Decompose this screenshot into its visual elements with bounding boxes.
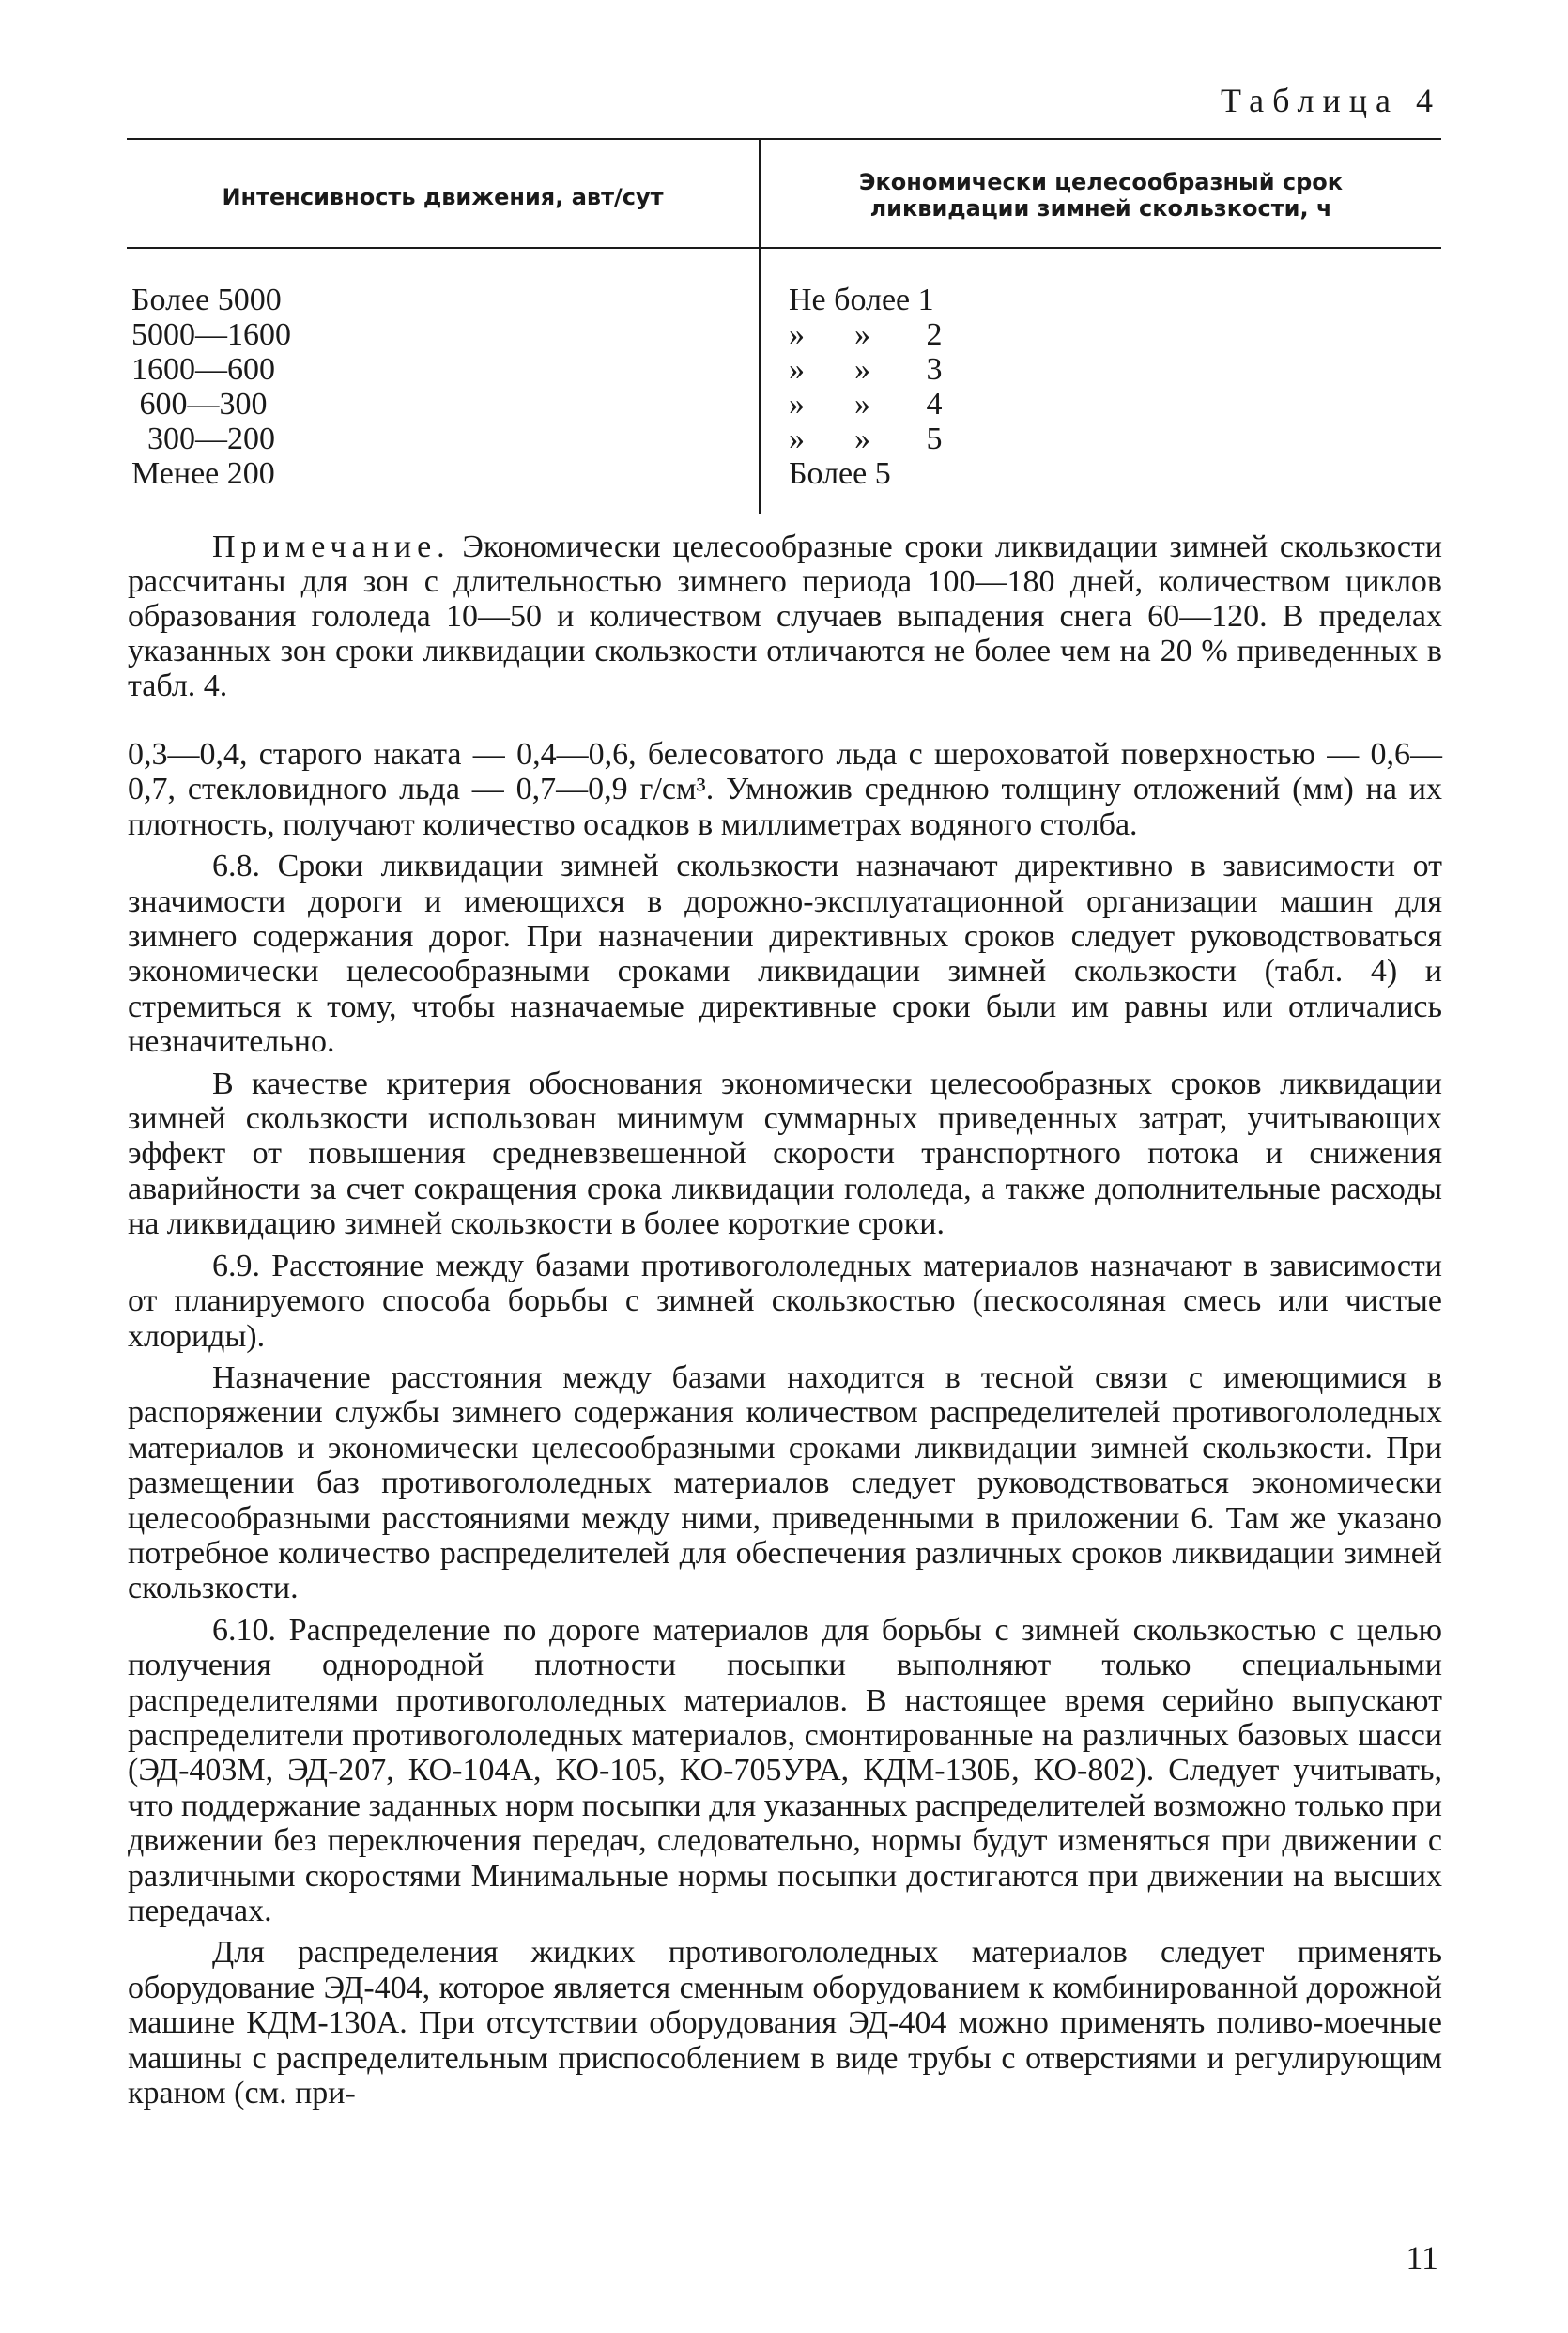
table-row-intensity: Более 5000 <box>131 283 282 317</box>
table-row-term <box>789 283 1258 317</box>
header-intensity: Интенсивность движения, авт/сут <box>222 184 664 210</box>
paragraph: 6.9. Расстояние между базами противогололедных материалов назначают в зависимости от планируемого способа борьбы с зимней скользкостью (пескосоляная смесь или чистые хлориды). <box>128 1248 1442 1354</box>
paragraph: Назначение расстояния между базами находится в тесной связи с имеющимися в распоряжении службы зимнего содержания количеством распределителей противогололедных материалов и экономически целесообразными сроками ликвидации зимней скользкости. При размещении баз противогололедных материалов следует руководствоваться экономически целесообразными расстояниями между ними, приведенными в приложении 6. Там же указано потребное количество распределителей для обеспечения различных сроков ликвидации зимней скользкости. <box>128 1359 1442 1606</box>
table-row-intensity: 600—300 <box>131 387 268 422</box>
table-row-intensity: 300—200 <box>131 422 275 456</box>
paragraph: 0,3—0,4, старого наката — 0,4—0,6, белесоватого льда с шероховатой поверхностью — 0,6—0,7, стекловидного льда — 0,7—0,9 г/см³. Умножив среднюю толщину отложений (мм) на их плотность, получают количество осадков в миллиметрах водяного столба. <box>128 737 1442 842</box>
header-term <box>761 169 1441 222</box>
ditto-mark: » <box>789 422 805 456</box>
table-row-term <box>789 456 1258 491</box>
term-value: 1 <box>917 283 934 317</box>
table-note <box>128 530 1442 703</box>
paragraph: Для распределения жидких противогололедных материалов следует применять оборудование ЭД-404, которое является сменным оборудованием к комбинированной дорожной машине КДМ-130А. При отсутствии оборудования ЭД-404 можно применять поливо-моечные машины с распределительным приспособлением в виде трубы с отверстиями и регулирующим краном (см. при- <box>128 1935 1442 2111</box>
table-row-intensity: 1600—600 <box>131 352 275 387</box>
page-number: 11 <box>1406 2239 1438 2277</box>
term-value: 5 <box>926 422 943 456</box>
table-caption: Таблица 4 <box>1221 82 1441 119</box>
term-value: 5 <box>874 456 891 491</box>
table-row-term <box>789 352 1258 387</box>
ditto-mark: » <box>854 387 870 422</box>
body-text <box>128 737 1442 2117</box>
ditto-mark: » <box>854 422 870 456</box>
paragraph: В качестве критерия обоснования экономически целесообразных сроков ликвидации зимней скользкости использован минимум суммарных приведенных затрат, учитывающих эффект от повышения средневзвешенной скорости транспортного потока и снижения аварийности за счет сокращения срока ликвидации гололеда, а также дополнительные расходы на ликвидацию зимней скользкости в более короткие сроки. <box>128 1066 1442 1242</box>
note-label: Примечание. <box>212 530 451 564</box>
ditto-mark: » <box>789 317 805 352</box>
table-row-term <box>789 422 1258 456</box>
term-value: 2 <box>926 317 943 352</box>
paragraph: 6.10. Распределение по дороге материалов для борьбы с зимней скользкостью с целью получения однородной плотности посыпки выполняют только специальными распределителями противогололедных материалов. В настоящее время серийно выпускают распределители противогололедных материалов, смонтированные на различных базовых шасси (ЭД-403М, ЭД-207, КО-104А, КО-105, КО-705УРА, КДМ-130Б, КО-802). Следует учитывать, что поддержание заданных норм посыпки для указанных распределителей возможно только при движении без переключения передач, следовательно, нормы будут изменяться при движении с различными скоростями Минимальные нормы посыпки достигаются при движении на высших передачах. <box>128 1612 1442 1928</box>
table-row-intensity: 5000—1600 <box>131 317 291 352</box>
table-row-term <box>789 317 1258 352</box>
table-row-term <box>789 387 1258 422</box>
term-prefix: Более <box>789 456 868 491</box>
term-column <box>789 283 1258 491</box>
table-row-intensity: Менее 200 <box>131 456 275 491</box>
note-text: Экономически целесообразные сроки ликвидации зимней скользкости рассчитаны для зон с длительностью зимнего периода 100—180 дней, количеством циклов образования гололеда 10—50 и количеством случаев выпадения снега 60—120. В пределах указанных зон сроки ликвидации скользкости отличаются не более чем на 20 % приведенных в табл. 4. <box>128 530 1442 703</box>
header-term-line1: Экономически целесообразный срок <box>858 169 1344 195</box>
term-value: 4 <box>926 387 943 422</box>
paragraph: 6.8. Сроки ликвидации зимней скользкости назначают директивно в зависимости от значимости дороги и имеющихся в дорожно-эксплуатационной организации машин для зимнего содержания дорог. При назначении директивных сроков следует руководствоваться экономически целесообразными сроками ликвидации зимней скользкости (табл. 4) и стремиться к тому, чтобы назначаемые директивные сроки были им равны или отличались незначительно. <box>128 849 1442 1060</box>
ditto-mark: » <box>789 387 805 422</box>
ditto-mark: » <box>854 352 870 387</box>
intensity-column <box>131 283 507 491</box>
term-prefix: Не более <box>789 283 911 317</box>
term-value: 3 <box>926 352 943 387</box>
ditto-mark: » <box>854 317 870 352</box>
table-header-rule <box>127 247 1441 249</box>
table-top-rule <box>127 138 1441 140</box>
header-term-line2: ликвидации зимней скользкости, ч <box>869 195 1332 222</box>
ditto-mark: » <box>789 352 805 387</box>
